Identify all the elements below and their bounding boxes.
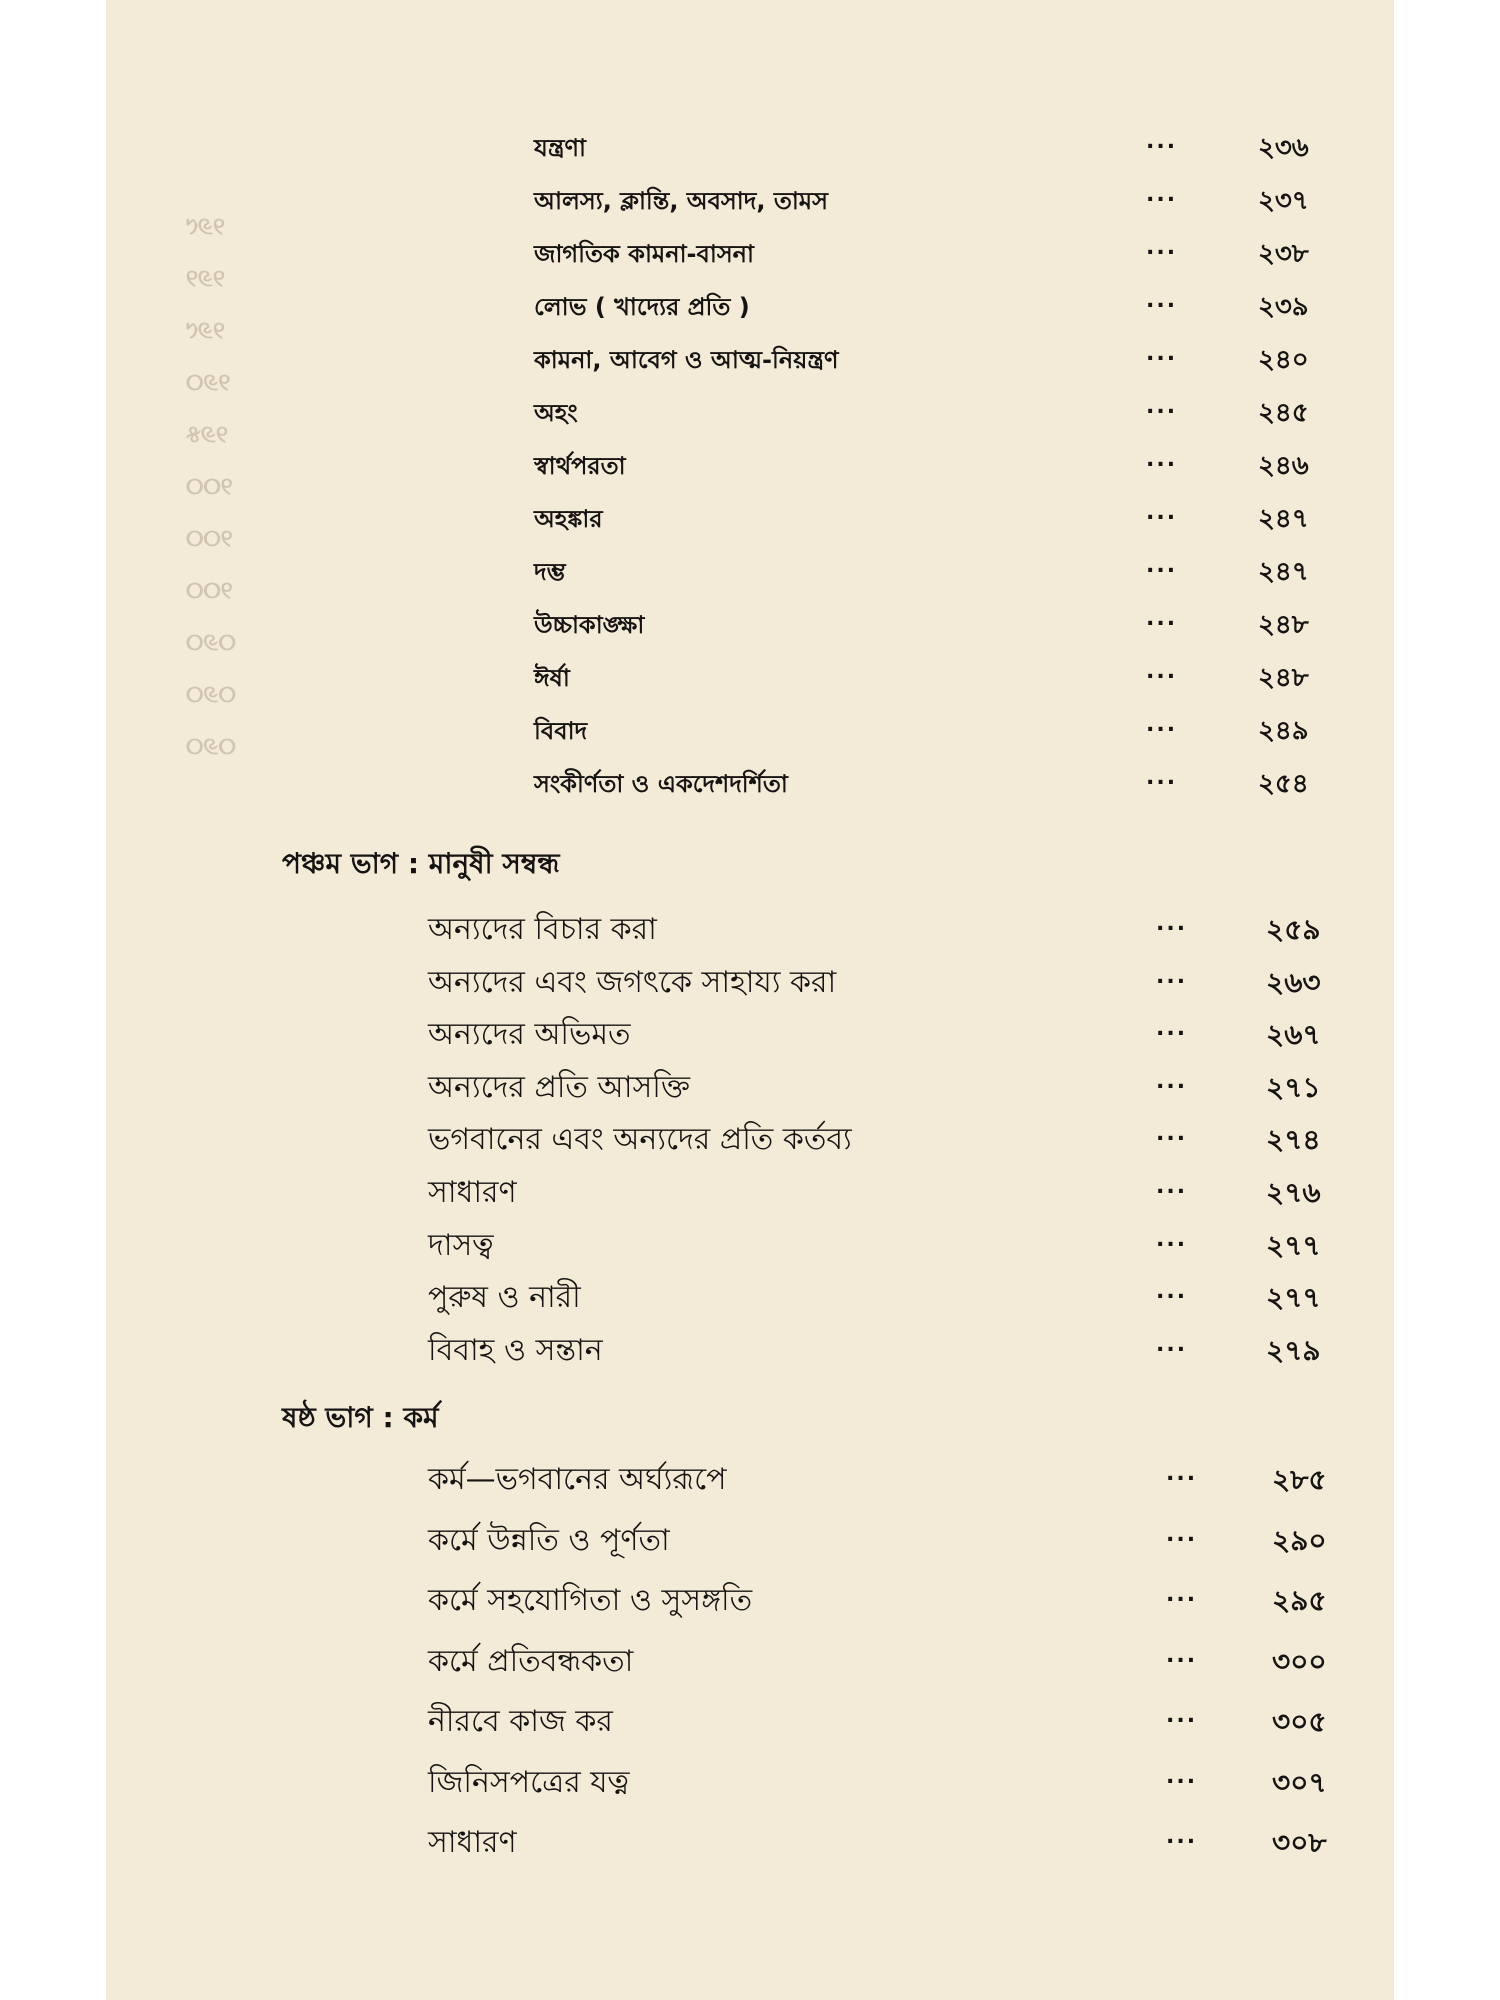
toc-entry [534, 764, 1346, 804]
entry-title: নীরবে কাজ কর [428, 1704, 613, 1739]
page-number: ২৫৪ [1258, 769, 1309, 799]
leader-dots: ... [1146, 394, 1178, 419]
toc-entry [428, 1460, 1346, 1500]
bleed-through-7: ୨୦୦ [186, 524, 233, 552]
entry-title: অন্যদের এবং জগৎকে সাহায্য করা [428, 964, 837, 1000]
toc-entry [534, 446, 1346, 486]
bleed-through-5: ୨୬୫ [186, 420, 228, 448]
page-number: ২৩৬ [1258, 133, 1309, 163]
entry-title: কর্মে সহযোগিতা ও সুসঙ্গতি [428, 1583, 753, 1618]
page-number: ২৫৯ [1266, 913, 1321, 946]
bleed-through-11: ୦୬୦ [186, 732, 236, 760]
toc-entry [428, 1015, 1346, 1055]
toc-entry [428, 1823, 1346, 1863]
page-number: ২৬৭ [1266, 1018, 1321, 1052]
page-number: ২৭৭ [1266, 1228, 1321, 1262]
page-number: ৩০৮ [1272, 1826, 1327, 1859]
entry-title: জিনিসপত্রের যত্ন [428, 1764, 630, 1800]
page-number: ২৯৫ [1272, 1584, 1327, 1617]
toc-entry [428, 1068, 1346, 1108]
entry-title: কামনা, আবেগ ও আত্ম-নিয়ন্ত্রণ [534, 346, 839, 374]
entry-title: দম্ভ [534, 558, 566, 586]
leader-dots: ... [1146, 500, 1178, 525]
entry-title: বিবাহ ও সন্তান [428, 1332, 603, 1368]
page-number: ৩০০ [1272, 1644, 1327, 1678]
toc-entry [534, 605, 1346, 645]
entry-title: কর্মে প্রতিবন্ধকতা [428, 1643, 634, 1679]
entry-title: স্বার্থপরতা [534, 452, 626, 480]
entry-title: কর্ম—ভগবানের অর্ঘ্যরূপে [428, 1462, 727, 1497]
bleed-through-2: ୨୬୨ [186, 264, 225, 292]
page-number: ২৭৪ [1266, 1123, 1321, 1157]
entry-title: বিবাদ [534, 717, 588, 745]
entry-title: আলস্য, ক্লান্তি, অবসাদ, তামস [534, 187, 828, 215]
toc-entry [534, 234, 1346, 274]
page-number: ৩০৫ [1272, 1705, 1327, 1738]
leader-dots: ... [1166, 1763, 1198, 1789]
entry-title: সাধারণ [428, 1175, 517, 1210]
page-number: ২৪৯ [1258, 716, 1309, 746]
page-number: ২৭১ [1266, 1070, 1321, 1104]
part-title: ষষ্ঠ ভাগ : কর্ম [282, 1401, 439, 1434]
toc-entry [428, 1226, 1346, 1266]
leader-dots: ... [1146, 447, 1178, 472]
bleed-through-9: ୦୬୦ [186, 628, 236, 656]
toc-entry [534, 552, 1346, 592]
toc-entry [534, 128, 1346, 168]
toc-entry [534, 499, 1346, 539]
leader-dots: ... [1146, 182, 1178, 207]
page-number: ২৩৮ [1258, 239, 1309, 269]
leader-dots: ... [1156, 1121, 1188, 1147]
toc-entry [428, 1278, 1346, 1318]
bleed-through-4: ୨୬୦ [186, 368, 231, 396]
leader-dots: ... [1146, 341, 1178, 366]
toc-entry [428, 1702, 1346, 1742]
entry-title: লোভ ( খাদ্যের প্রতি ) [534, 293, 750, 321]
part-title: পঞ্চম ভাগ : মানুষী সম্বন্ধ [282, 847, 560, 880]
leader-dots: ... [1166, 1461, 1198, 1486]
leader-dots: ... [1156, 1226, 1188, 1252]
leader-dots: ... [1156, 963, 1188, 989]
toc-entry [428, 1331, 1346, 1371]
page-number: ২৪০ [1258, 345, 1309, 375]
toc-entry [534, 287, 1346, 327]
entry-title: ঈর্ষা [534, 664, 570, 692]
entry-title: সংকীর্ণতা ও একদেশদর্শিতা [534, 770, 788, 798]
bleed-through-6: ୨୦୦ [186, 472, 233, 500]
toc-entry [428, 1642, 1346, 1682]
leader-dots: ... [1146, 606, 1178, 631]
page-number: ২৮৫ [1272, 1463, 1327, 1496]
toc-entry [534, 711, 1346, 751]
leader-dots: ... [1156, 911, 1188, 936]
table-of-contents [106, 0, 1394, 2000]
page-number: ২৯০ [1272, 1523, 1327, 1557]
page-number: ২৪৭ [1258, 557, 1309, 587]
book-page [106, 0, 1394, 2000]
leader-dots: ... [1166, 1703, 1198, 1728]
bleed-through-10: ୦୬୦ [186, 680, 236, 708]
toc-entry [428, 1763, 1346, 1803]
leader-dots: ... [1166, 1521, 1198, 1547]
toc-entry [428, 1521, 1346, 1561]
leader-dots: ... [1156, 1331, 1188, 1357]
page-number: ২৭৬ [1266, 1176, 1321, 1209]
page-number: ২৪৬ [1258, 451, 1309, 481]
leader-dots: ... [1166, 1824, 1198, 1849]
entry-title: কর্মে উন্নতি ও পূর্ণতা [428, 1522, 670, 1558]
entry-title: অহঙ্কার [534, 505, 603, 533]
leader-dots: ... [1146, 712, 1178, 737]
page-number: ২৬৩ [1266, 965, 1321, 999]
page-number: ২৪৫ [1258, 398, 1309, 428]
leader-dots: ... [1156, 1174, 1188, 1199]
page-number: ৩০৭ [1272, 1765, 1327, 1799]
page-number: ২৭৭ [1266, 1281, 1321, 1315]
toc-entry [534, 393, 1346, 433]
entry-title: যন্ত্রণা [534, 134, 586, 162]
entry-title: উচ্চাকাঙ্ক্ষা [534, 611, 645, 639]
page-number: ২৪৮ [1258, 663, 1309, 693]
page-number: ২৪৭ [1258, 504, 1309, 534]
leader-dots: ... [1146, 659, 1178, 684]
leader-dots: ... [1146, 765, 1178, 790]
entry-title: জাগতিক কামনা-বাসনা [534, 240, 754, 268]
leader-dots: ... [1146, 129, 1178, 154]
entry-title: অন্যদের বিচার করা [428, 912, 657, 947]
page-number: ২৪৮ [1258, 610, 1309, 640]
leader-dots: ... [1166, 1642, 1198, 1668]
leader-dots: ... [1156, 1279, 1188, 1305]
leader-dots: ... [1146, 553, 1178, 578]
leader-dots: ... [1146, 288, 1178, 313]
toc-entry [534, 181, 1346, 221]
toc-entry [428, 910, 1346, 950]
bleed-through-1: ୨୬୯ [186, 212, 225, 240]
page-number: ২৭৯ [1266, 1333, 1321, 1367]
entry-title: ভগবানের এবং অন্যদের প্রতি কর্তব্য [428, 1122, 852, 1158]
toc-entry [534, 340, 1346, 380]
toc-entry [428, 1581, 1346, 1621]
leader-dots: ... [1156, 1016, 1188, 1042]
entry-title: অন্যদের অভিমত [428, 1017, 631, 1053]
page-number: ২৩৭ [1258, 186, 1309, 216]
entry-title: অহং [534, 399, 578, 427]
toc-entry [534, 658, 1346, 698]
entry-title: অন্যদের প্রতি আসক্তি [428, 1069, 690, 1105]
leader-dots: ... [1146, 235, 1178, 260]
page-number: ২৩৯ [1258, 292, 1309, 322]
entry-title: পুরুষ ও নারী [428, 1280, 581, 1316]
toc-entry [428, 1120, 1346, 1160]
leader-dots: ... [1156, 1068, 1188, 1094]
bleed-through-3: ୨୬୯ [186, 316, 225, 344]
entry-title: সাধারণ [428, 1825, 517, 1860]
leader-dots: ... [1166, 1582, 1198, 1607]
toc-entry [428, 963, 1346, 1003]
entry-title: দাসত্ব [428, 1227, 494, 1263]
bleed-through-8: ୨୦୦ [186, 576, 233, 604]
toc-entry [428, 1173, 1346, 1213]
